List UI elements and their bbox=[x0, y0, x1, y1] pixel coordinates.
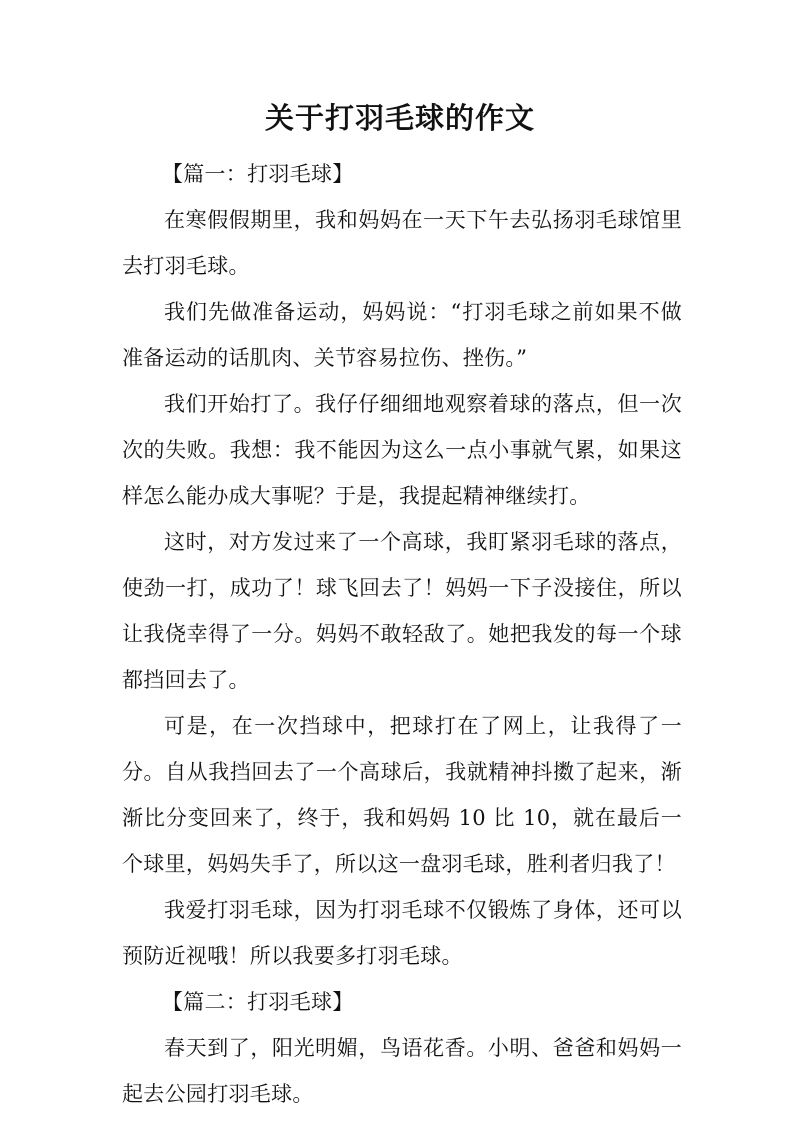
paragraph: 我爱打羽毛球，因为打羽毛球不仅锻炼了身体，还可以预防近视哦！所以我要多打羽毛球。 bbox=[122, 898, 682, 968]
paragraph: 春天到了，阳光明媚，鸟语花香。小明、爸爸和妈妈一起去公园打羽毛球。 bbox=[122, 1036, 682, 1106]
paragraph: 这时，对方发过来了一个高球，我盯紧羽毛球的落点，使劲一打，成功了！球飞回去了！妈妈一下子没接住，所以让我侥幸得了一分。妈妈不敢轻敌了。她把我发的每一个球都挡回去了。 bbox=[122, 530, 682, 692]
document-body bbox=[122, 151, 682, 1117]
paragraph: 我们先做准备运动，妈妈说：“打羽毛球之前如果不做准备运动的话肌肉、关节容易拉伤、挫伤。” bbox=[122, 300, 682, 370]
section-heading-1: 【篇一：打羽毛球】 bbox=[161, 162, 354, 186]
document-title: 关于打羽毛球的作文 bbox=[264, 101, 535, 135]
paragraph: 我们开始打了。我仔仔细细地观察着球的落点，但一次次的失败。我想：我不能因为这么一点小事就气累，如果这样怎么能办成大事呢？于是，我提起精神继续打。 bbox=[122, 392, 682, 508]
paragraph: 可是，在一次挡球中，把球打在了网上，让我得了一分。自从我挡回去了一个高球后，我就精神抖擞了起来，渐渐比分变回来了，终于，我和妈妈 10 比 10，就在最后一个球里，妈妈失手了，所以这一盘羽毛球，胜利者归我了！ bbox=[122, 714, 682, 876]
paragraph: 在寒假假期里，我和妈妈在一天下午去弘扬羽毛球馆里去打羽毛球。 bbox=[122, 208, 682, 278]
section-heading-2: 【篇二：打羽毛球】 bbox=[161, 990, 354, 1014]
